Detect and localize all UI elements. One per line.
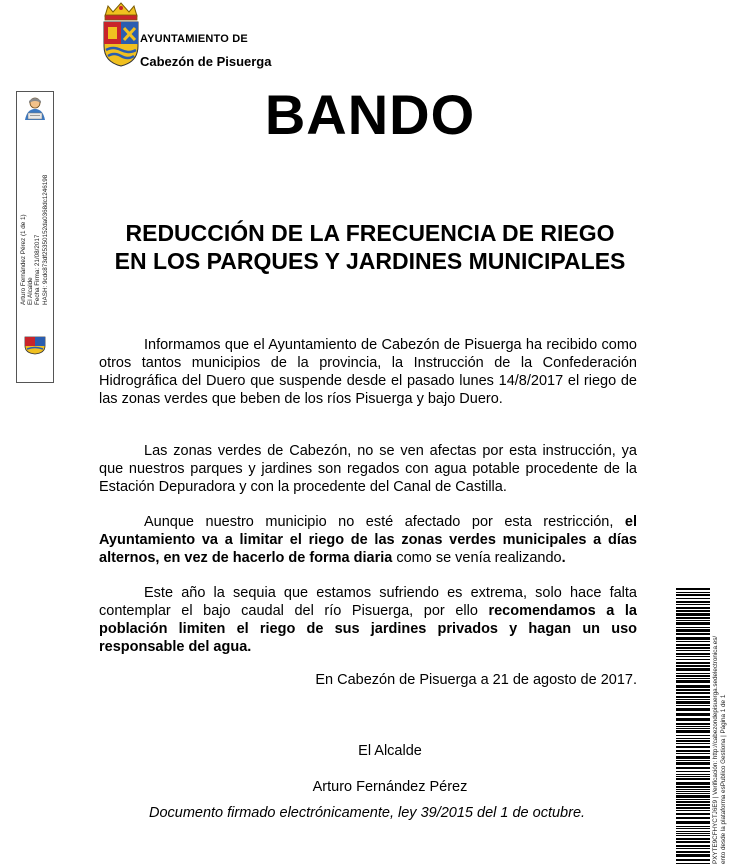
body-paragraph <box>99 336 637 408</box>
emphasized-text: el Ayuntamiento va a limitar el riego de las zonas verdes municipales a días alternos, en vez de hacerlo de forma diaria <box>99 514 637 566</box>
municipal-shield-icon <box>22 335 48 355</box>
paragraph-text: Aunque nuestro municipio no esté afectado por esta restricción, <box>144 514 625 530</box>
signature-line: HASH: 9cdc873df25350152da0368dc1246198 <box>41 174 49 305</box>
signature-line: Arturo Fernández Pérez (1 de 1) <box>20 214 27 305</box>
signature-line: El Alcalde <box>27 277 35 305</box>
signature-line: Fecha Firma: 21/08/2017 <box>34 234 42 305</box>
coat-of-arms-icon <box>100 2 142 68</box>
paragraph-text: Informamos que el Ayuntamiento de Cabezón de Pisuerga ha recibido como otros tantos municipios de la provincia, la Instrucción de la Confederación Hidrográfica del Duero que suspende desde el pasado lunes 14/8/2017 el riego de las zonas verdes que beben de los ríos Pisuerga y bajo Duero. <box>99 337 637 407</box>
municipal-logo <box>100 2 280 72</box>
org-name-line2: Cabezón de Pisuerga <box>140 54 272 69</box>
paragraph-text: Las zonas verdes de Cabezón, no se ven afectas por esta instrucción, ya que nuestros parques y jardines son regados con agua potable procedente de la Estación Depuradora y con la procedente del Canal de Castilla. <box>99 443 637 495</box>
signer-name: Arturo Fernández Pérez <box>312 779 468 795</box>
paragraph-text: Este año la sequia que estamos sufriendo es extrema, solo hace falta contemplar el bajo caudal del río Pisuerga, por ello <box>99 585 637 619</box>
emphasized-text: recomendamos a la población limiten el riego de sus jardines privados y hagan un uso responsable del agua. <box>99 603 637 655</box>
legal-note: Documento firmado electrónicamente, ley 39/2015 del 1 de octubre. <box>148 805 586 821</box>
barcode-icon <box>676 588 710 864</box>
signer-role: El Alcalde <box>358 743 422 759</box>
verification-line: ento desde la plataforma esPublico Gestiona | Página 1 de 1 <box>720 694 727 864</box>
verification-line: PXYTE9CFHYCTJ6E9 | Verificación: http://cabezondepisuerga.sedelectronica.es/ <box>712 635 719 864</box>
emphasized-text: . <box>561 550 566 566</box>
body-paragraph <box>99 584 637 656</box>
body-paragraph <box>99 513 637 567</box>
subject-heading: REDUCCIÓN DE LA FRECUENCIA DE RIEGO EN LOS PARQUES Y JARDINES MUNICIPALES <box>114 220 626 274</box>
date-line: En Cabezón de Pisuerga a 21 de agosto de 2017. <box>315 672 637 688</box>
paragraph-text: como se venía realizando <box>392 550 562 566</box>
page-title: BANDO <box>264 83 476 146</box>
org-name-line1: AYUNTAMIENTO DE <box>140 33 248 45</box>
body-paragraph <box>99 442 637 496</box>
